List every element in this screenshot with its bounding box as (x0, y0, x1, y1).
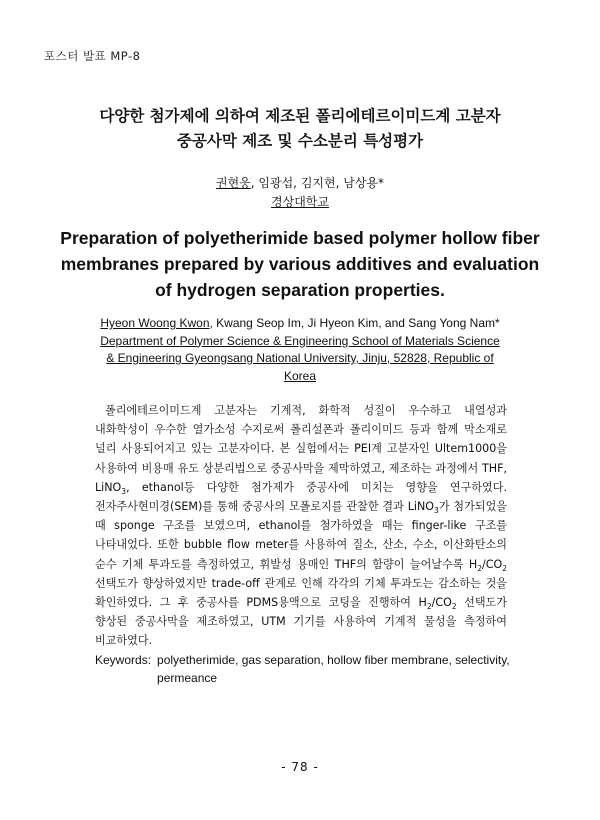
subscript: 2 (451, 602, 457, 612)
subscript: 2 (426, 602, 432, 612)
abstract-paragraph (95, 401, 507, 651)
abstract-text: , ethanol등 다양한 첨가제가 중공사에 미치는 영향을 연구하였다. 전자주사현미경(SEM)를 통해 중공사의 모폴로지를 관찰한 결과 LiNO (95, 480, 507, 514)
session-label: 포스터 발표 MP-8 (44, 49, 141, 63)
korean-presenter: 권현웅 (216, 176, 251, 190)
english-title-line: Preparation of polyetherimide based polymer hollow fiber (60, 228, 540, 248)
page-number: - 78 - (281, 760, 319, 774)
korean-authors (60, 174, 540, 193)
english-authors-block (90, 315, 510, 385)
keywords-label: Keywords: (95, 653, 152, 667)
korean-title-line: 중공사막 제조 및 수소분리 특성평가 (176, 132, 424, 150)
english-authors (90, 315, 510, 333)
korean-authors-block (60, 174, 540, 212)
abstract-text: 폴리에테르이미드계 고분자는 기계적, 화학적 성질이 우수하고 내열성과 내화학성이 우수한 열가소성 수지로써 폴리설폰과 폴리이미드 등과 함께 막소재로 널리 사용되어지고 있는 고분자이다. 본 실험에서는 PEI계 고분자인 Ultem1000을 사용하여 비용매 유도 상분리법으로 중공사막을 제막하였고, 제조하는 과정에서 THF, LiNO (95, 404, 507, 494)
korean-affiliation: 경상대학교 (271, 195, 329, 209)
keywords (95, 651, 510, 687)
english-affiliation-line: Korea (283, 368, 317, 383)
abstract-text: 선택도가 향상된 중공사막을 제조하였고, UTM 기기를 사용하여 기계적 물성을 측정하여 비교하였다. (95, 596, 507, 648)
abstract-text: /CO (482, 557, 503, 571)
english-affiliation-line: & Engineering Gyeongsang National University, Jinju, 52828, Republic of (106, 351, 494, 365)
subscript: 2 (477, 563, 482, 573)
abstract-text: 선택도가 향상하였지만 trade-off 관계로 인해 각각의 기체 투과도는 감소하는 것을 확인하였다. 그 후 중공사를 PDMS용액으로 코팅을 진행하여 H (95, 576, 507, 610)
korean-coauthors: , 임광섭, 김지현, 남상용* (250, 176, 384, 190)
english-coauthors: , Kwang Seop Im, Ji Hyeon Kim, and Sang Yong Nam* (209, 316, 500, 330)
keywords-list: polyetherimide, gas separation, hollow fiber membrane, selectivity, permeance (157, 653, 510, 685)
english-title-line: of hydrogen separation properties. (155, 280, 445, 300)
korean-title-line: 다양한 첨가제에 의하여 제조된 폴리에테르이미드계 고분자 (99, 107, 501, 125)
english-title-line: membranes prepared by various additives and evaluation (60, 254, 540, 274)
abstract-text: /CO (431, 596, 452, 610)
english-title (60, 225, 540, 303)
subscript: 2 (502, 563, 507, 573)
korean-title (60, 104, 540, 154)
english-presenter: Hyeon Woong Kwon (100, 316, 210, 330)
subscript: 3 (434, 506, 439, 516)
abstract-text: 가 첨가되었을 때 sponge 구조를 보였으며, ethanol를 첨가하였을 때는 finger-like 구조를 나타내었다. 또한 bubble flow meter를 사용하여 질소, 산소, 수소, 이산화탄소의 순수 기체 투과도를 측정하였고, 휘발성 용매인 THF의 함량이 늘어날수록 H (95, 500, 508, 571)
subscript: 3 (121, 487, 127, 497)
english-affiliation-line: Department of Polymer Science & Engineering School of Materials Science (100, 333, 500, 348)
